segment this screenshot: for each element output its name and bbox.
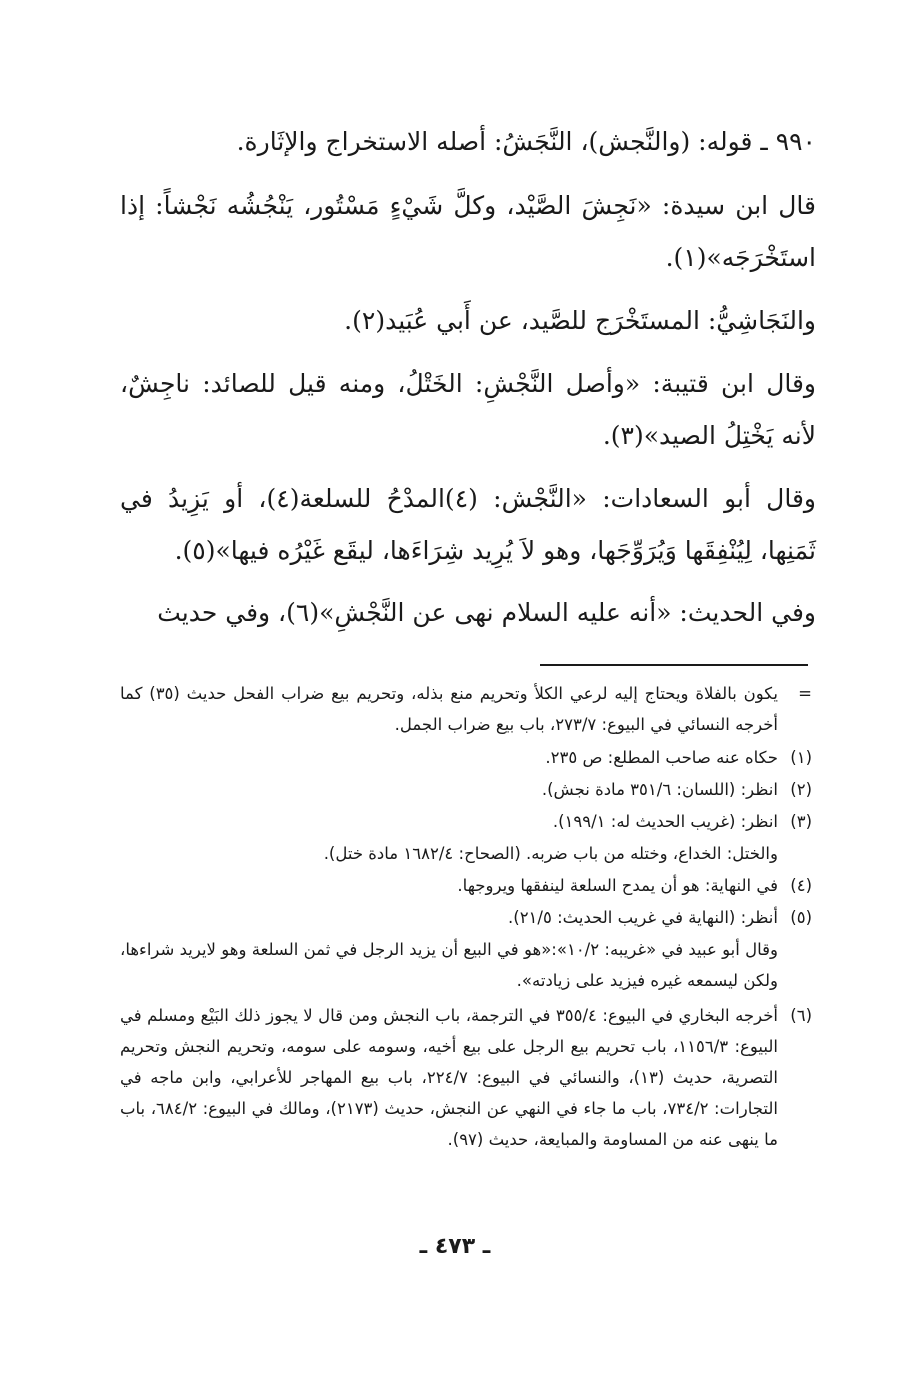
footnote-number: (٢) <box>790 780 812 799</box>
footnote-number: (٣) <box>790 812 812 831</box>
footnote-6 <box>120 1000 812 1155</box>
footnote-number: (٤) <box>790 876 812 895</box>
footnote-3 <box>120 806 812 837</box>
footnote-number: (٦) <box>790 1006 812 1025</box>
paragraph-hadith: وفي الحديث: «أنه عليه السلام نهى عن النَّجْشِ»(٦)، وفي حديث <box>157 598 816 627</box>
paragraph-990: ٩٩٠ ـ قوله: (والنَّجش)، النَّجَشُ: أصله الاستخراج والإثَارة. <box>236 127 816 156</box>
paragraph-najashi: والنَجَاشِيُّ: المستَخْرَج للصَّيد، عن أَبي عُبَيد(٢). <box>344 306 816 335</box>
footnote-number: (٥) <box>790 908 812 927</box>
footnote-continuation-marker: = <box>798 684 812 703</box>
footnote-separator <box>540 664 808 666</box>
footnote-5 <box>120 902 812 933</box>
paragraph-ibn-sida: قال ابن سيدة: «نَجِشَ الصَّيْد، وكلَّ شَيْءٍ مَسْتُور، يَنْجُشُه نَجْشاً: إذا استَخْرَجَه»(١). <box>120 191 816 272</box>
page-number: ـ ٤٧٣ ـ <box>419 1234 491 1259</box>
footnote-3-extra: والختل: الخداع، وختله من باب ضربه. (الصحاح: ١٦٨٢/٤ مادة ختل). <box>323 844 778 863</box>
paragraph-abu-al-saadat: وقال أبو السعادات: «النَّجْش: (٤)المدْحُ للسلعة(٤)، أو يَزِيدُ في ثَمَنِها، لِيُنْفِقَها وَيُرَوِّجَها، وهو لاَ يُرِيد شِرَاءَها، ليقَع غَيْرُه فيها»(٥). <box>120 484 816 565</box>
footnote-number: (١) <box>790 748 812 767</box>
footnote-2 <box>120 774 812 805</box>
footnote-5-extra: وقال أبو عبيد في «غريبه: ١٠/٢»:«هو في البيع أن يزيد الرجل في ثمن السلعة وهو لايريد شراءها، ولكن ليسمعه غيره فيزيد على زيادته». <box>120 940 778 990</box>
footnote-text: حكاه عنه صاحب المطلع: ص ٢٣٥. <box>545 748 778 767</box>
footnote-4 <box>120 870 812 901</box>
footnote-1 <box>120 742 812 773</box>
footnote-text: انظر: (غريب الحديث له: ١٩٩/١). <box>552 812 778 831</box>
footnote-text: في النهاية: هو أن يمدح السلعة لينفقها ويروجها. <box>457 876 778 895</box>
footnote-text: أنظر: (النهاية في غريب الحديث: ٢١/٥). <box>508 908 778 927</box>
footnote-text: أخرجه البخاري في البيوع: ٣٥٥/٤ في الترجمة، باب النجش ومن قال لا يجوز ذلك البَيْع ومسلم في البيوع: ١١٥٦/٣، باب تحريم بيع الرجل على بيع أخيه، وسومه على سومه، وتحريم النجش وتحريم التصرية، حديث (١٣)، والنسائي في البيوع: ٢٢٤/٧، باب بيع المهاجر للأعرابي، وابن ماجه في التجارات: ٧٣٤/٢، باب ما جاء في النهي عن النجش، حديث (٢١٧٣)، ومالك في البيوع: ٦٨٤/٢، باب ما ينهى عنه من المساومة والمبايعة، حديث (٩٧). <box>120 1006 779 1149</box>
footnote-continuation <box>120 678 812 740</box>
footnote-continuation-text: يكون بالفلاة ويحتاج إليه لرعي الكلأ وتحريم منع بذله، وتحريم بيع ضراب الفحل حديث (٣٥) كما أخرجه النسائي في البيوع: ٢٧٣/٧، باب بيع ضراب الجمل. <box>120 684 778 734</box>
footnote-text: انظر: (اللسان: ٣٥١/٦ مادة نجش). <box>541 780 778 799</box>
paragraph-ibn-qutayba: وقال ابن قتيبة: «وأصل النَّجْشِ: الخَتْلُ، ومنه قيل للصائد: ناجِشٌ، لأنه يَخْتِلُ الصيد»(٣). <box>120 369 816 450</box>
